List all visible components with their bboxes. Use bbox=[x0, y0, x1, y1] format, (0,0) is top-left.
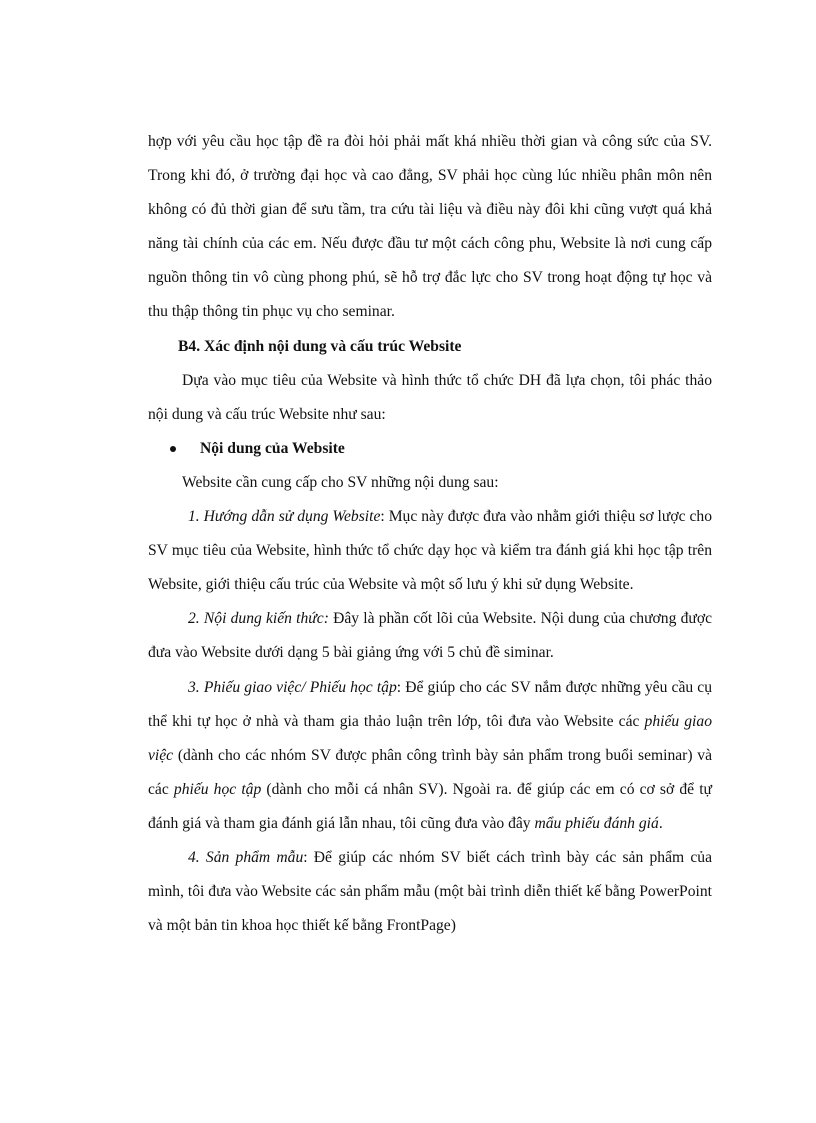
item-1-title: 1. Hướng dẫn sử dụng Website bbox=[188, 508, 381, 526]
paragraph-content-list-intro: Website cần cung cấp cho SV những nội dung sau: bbox=[182, 473, 499, 491]
item-1-text: : Mục này được đưa vào nhằm giới thiệu sơ lược cho SV mục tiêu của Website, hình thức tổ chức dạy học và kiểm tra đánh giá khi học tập trên Website, giới thiệu cấu trúc của Website và một số lưu ý khi sử dụng Website. bbox=[148, 508, 713, 594]
item-3-text-d: . bbox=[658, 814, 663, 832]
paragraph-item-1 bbox=[148, 500, 712, 602]
paragraph-structure-intro: Dựa vào mục tiêu của Website và hình thức tổ chức DH đã lựa chọn, tôi phác thảo nội dung và cấu trúc Website như sau: bbox=[148, 371, 712, 423]
document-page bbox=[148, 125, 712, 943]
bullet-dot-icon bbox=[170, 446, 176, 452]
section-heading-b4: B4. Xác định nội dung và cấu trúc Website bbox=[178, 337, 462, 355]
item-3-title: 3. Phiếu giao việc/ Phiếu học tập bbox=[188, 678, 397, 696]
item-2-text: Đây là phần cốt lõi của Website. Nội dung của chương được đưa vào Website dưới dạng 5 bài giảng ứng với 5 chủ đề siminar. bbox=[148, 610, 712, 662]
item-3-text-b: (dành cho các nhóm SV được phân công trình bày sản phẩm trong buổi seminar) và các bbox=[148, 746, 712, 798]
item-3-text-c: (dành cho mỗi cá nhân SV). Ngoài ra. để giúp các em có cơ sở để tự đánh giá và tham gia đánh giá lẫn nhau, tôi cũng đưa vào đây bbox=[148, 780, 713, 832]
item-3-em-b: phiếu học tập bbox=[173, 780, 262, 798]
paragraph-item-4 bbox=[148, 841, 712, 943]
bullet-title: Nội dung của Website bbox=[200, 439, 345, 457]
item-4-title: 4. Sản phẩm mẫu bbox=[188, 848, 304, 866]
paragraph-item-2 bbox=[148, 602, 712, 670]
item-3-em-a: phiếu giao việc bbox=[148, 712, 712, 764]
paragraph-item-3 bbox=[148, 671, 712, 841]
paragraph-intro: hợp với yêu cầu học tập đề ra đòi hỏi phải mất khá nhiều thời gian và công sức của SV. Trong khi đó, ở trường đại học và cao đẳng, SV phải học cùng lúc nhiều phân môn nên không có đủ thời gian để sưu tầm, tra cứu tài liệu và điều này đôi khi cũng vượt quá khả năng tài chính của các em. Nếu được đầu tư một cách công phu, Website là nơi cung cấp nguồn thông tin vô cùng phong phú, sẽ hỗ trợ đắc lực cho SV trong hoạt động tự học và thu thập thông tin phục vụ cho seminar. bbox=[148, 133, 712, 321]
item-3-em-c: mẩu phiếu đánh giá bbox=[534, 814, 659, 832]
bullet-item-content bbox=[148, 432, 712, 466]
item-3-text-a: : Để giúp cho các SV nắm được những yêu cầu cụ thể khi tự học ở nhà và tham gia thảo luận trên lớp, tôi đưa vào Website các bbox=[148, 678, 712, 730]
item-4-text: : Để giúp các nhóm SV biết cách trình bày các sản phẩm của mình, tôi đưa vào Website các sản phẩm mẫu (một bài trình diễn thiết kế bằng PowerPoint và một bản tin khoa học thiết kế bằng FrontPage) bbox=[148, 848, 712, 935]
item-2-title: 2. Nội dung kiến thức: bbox=[188, 610, 329, 628]
